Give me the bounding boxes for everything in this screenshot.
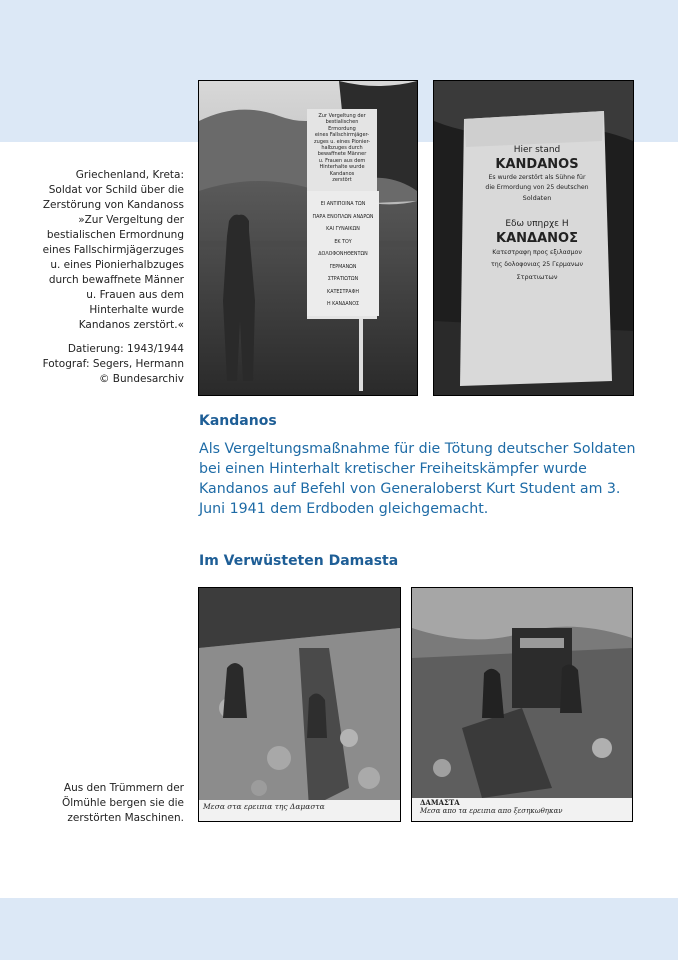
sign-text-line: bewaffnete Männer	[317, 151, 367, 158]
photo-soldier-sign	[198, 80, 418, 396]
stone-text-title: KANDANOS	[495, 157, 579, 172]
sign-text-line: zuges u. eines Pionier-	[313, 138, 371, 145]
caption-line: u. eines Pionierhalbzuges	[50, 259, 184, 271]
sign-greek-line: ΕΙ ΑΝΤΙΠΟΙΝΑ ΤΩΝ	[320, 202, 366, 207]
stone-text-line: Στρατιωτων	[516, 273, 558, 281]
caption-line: zerstörten Maschinen.	[67, 812, 184, 824]
stone-text-line: της δολοφονιας 25 Γερμανων	[490, 261, 584, 268]
sign-text-line: zerstört	[332, 177, 352, 184]
photo-caption-top	[43, 168, 184, 387]
sign-greek-line: Η ΚΑΝΔΑΝΟΣ	[326, 302, 360, 307]
caption-line: durch bewaffnete Männer	[48, 274, 184, 286]
stone-text-title: ΚΑΝΔΑΝΟΣ	[496, 231, 578, 246]
sign-greek-line: ΕΚ ΤΟΥ ΔΟΛΟΦΟΝΗΘΕΝΤΩΝ	[318, 239, 368, 257]
stone-text-line: Κατεστραφη προς εξιλασμον	[492, 249, 582, 256]
caption-line: Griechenland, Kreta:	[75, 169, 184, 181]
section-title-kandanos: Kandanos	[199, 413, 277, 429]
sign-greek-line: ΚΑΙ ΓΥΝΑΙΚΩΝ	[326, 227, 360, 232]
section-text-kandanos: Als Vergeltungsmaßnahme für die Tötung deutscher Soldaten bei einen Hinterhalt kretischer Freiheitskämpfer wurde Kandanos auf Befehl von Generaloberst Kurt Student am 3. Juni 1941 dem Erdboden gleichgemacht.	[199, 441, 636, 517]
sign-text-line: eines Fallschirmjäger-	[314, 132, 370, 139]
stone-text-line: Hier stand	[513, 145, 561, 155]
sign-greek-line: ΓΕΡΜΑΝΩΝ	[329, 264, 357, 270]
caption-line: »Zur Vergeltung der	[78, 214, 184, 226]
bottom-color-band	[0, 898, 678, 960]
stone-text-line: Soldaten	[522, 194, 552, 202]
stone-text-line: Εδω υπηρχε Η	[505, 219, 569, 229]
sign-greek-line: ΠΑΡΑ ΕΝΟΠΛΩΝ ΑΝΔΡΩΝ	[312, 214, 374, 220]
sign-greek-line: ΣΤΡΑΤΙΩΤΩΝ	[327, 277, 359, 282]
photo-inscription: Μεσα στα ερειπια της Δαμαστα	[203, 802, 325, 811]
caption-line: Soldat vor Schild über die	[48, 184, 184, 196]
sign-text-line: Zur Vergeltung der	[318, 113, 366, 119]
photo-memorial-stone	[433, 80, 634, 396]
caption-line: Kandanos zerstört.«	[78, 319, 184, 331]
photo-ruins-woman	[198, 587, 401, 822]
stone-text-line: Es wurde zerstört als Sühne für	[488, 174, 586, 181]
caption-archive: © Bundesarchiv	[98, 373, 184, 385]
photo-inscription: Μεσα απο τα ερειπια απο ξεσηκωθηκαν	[420, 807, 563, 815]
caption-line: Hinterhalte wurde	[89, 304, 184, 316]
sign-text-line: u. Frauen aus dem	[318, 157, 366, 164]
caption-date: Datierung: 1943/1944	[67, 343, 184, 355]
caption-line: Zerstörung von Kandanoss	[42, 199, 184, 211]
caption-line: Ölmühle bergen sie die	[61, 797, 184, 809]
caption-photographer: Fotograf: Segers, Hermann	[42, 358, 184, 370]
sign-text-line: Ermordung	[328, 125, 356, 132]
sign-text-line: Hinterhalte wurde	[319, 164, 365, 171]
caption-line: Aus den Trümmern der	[63, 782, 184, 794]
stone-text-line: die Ermordung von 25 deutschen	[485, 184, 589, 191]
section-title-damasta: Im Verwüsteten Damasta	[199, 553, 399, 569]
sign-text-line: bestialischen	[325, 119, 359, 126]
sign-text-line: halbzuges durch	[321, 145, 363, 152]
sign-greek-line: ΚΑΤΕΣΤΡΑΦΗ	[327, 289, 359, 295]
photo-caption-bottom	[62, 781, 184, 826]
photo-ruins-machinery	[411, 587, 633, 822]
caption-line: u. Frauen aus dem	[86, 289, 184, 301]
caption-line: bestialischen Ermordnung	[46, 229, 184, 241]
photo-inscription-title: ΔΑΜΑΣΤΑ	[420, 798, 460, 807]
sign-text-line: Kandanos	[329, 170, 355, 177]
caption-line: eines Fallschirmjägerzuges	[42, 244, 184, 256]
